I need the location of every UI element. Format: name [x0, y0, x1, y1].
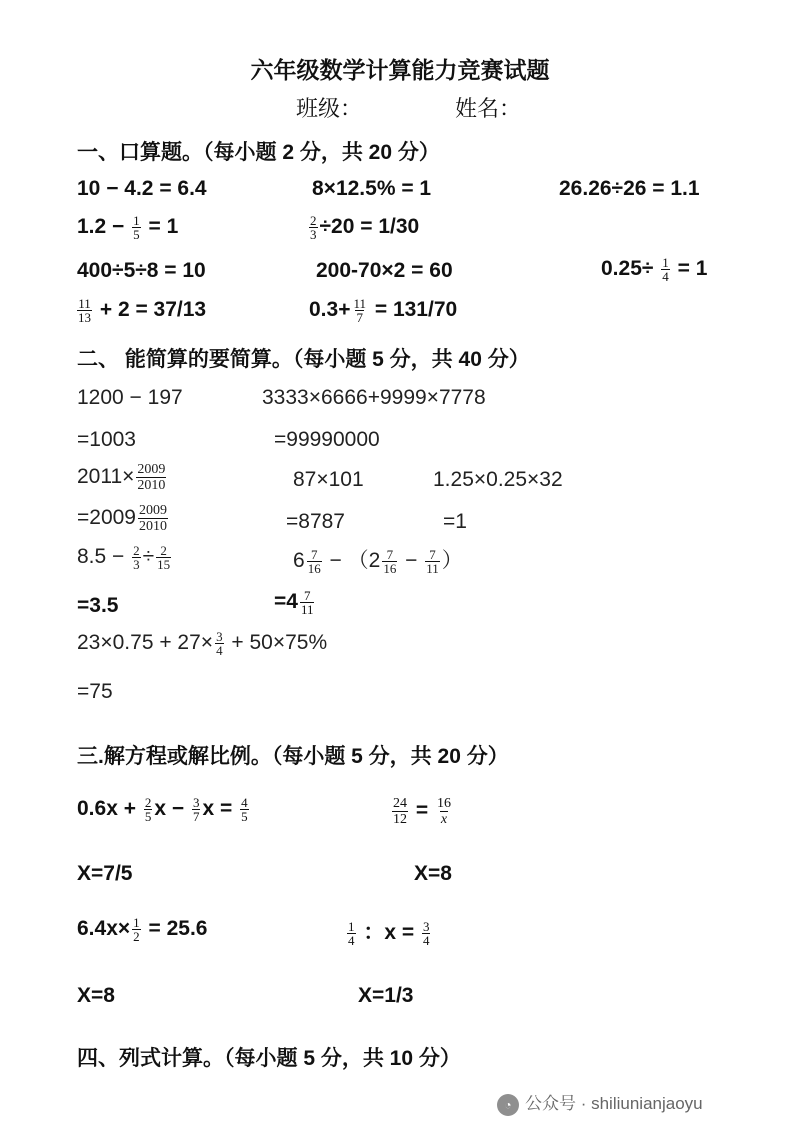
q1-item: 26.26÷26 = 1.1	[559, 177, 700, 200]
q1-item: 8×12.5% = 1	[312, 177, 432, 200]
q2-answer: =1	[443, 510, 467, 533]
name-label: 姓名：	[455, 96, 522, 121]
fraction: $\frac{2}{5}$	[144, 795, 152, 824]
class-label: 班级：	[296, 96, 363, 121]
fraction: $\frac{2}{15}$	[157, 543, 171, 572]
fraction: $\frac{7}{11}$	[300, 588, 314, 617]
fraction: $\frac{2}{3}$	[133, 543, 140, 572]
equation: 6.4x× $\frac{1}{2}$ = 25.6	[77, 915, 208, 944]
q1-item: 0.3+ $\frac{11}{7}$ = 131/70	[309, 296, 458, 325]
section-4-heading: 四、列式计算。（每小题 5 分，共 10 分）	[77, 1047, 461, 1070]
fraction: $\frac{3}{4}$	[216, 629, 223, 658]
q2-problem: 3333×6666+9999×7778	[262, 386, 486, 409]
fraction: $\frac{2009}{2010}$	[137, 462, 166, 493]
fraction: $\frac{1}{2}$	[133, 915, 140, 944]
q2-problem: 1.25×0.25×32	[433, 468, 563, 491]
fraction: $\frac{3}{4}$	[422, 918, 430, 948]
fraction: $\frac{7}{16}$	[307, 546, 321, 576]
fraction: $\frac{2009}{2010}$	[138, 503, 167, 534]
q2-answer: =8787	[286, 510, 345, 533]
equation-answer: X=8	[77, 984, 115, 1007]
q2-answer: =4 $\frac{7}{11}$	[274, 588, 314, 617]
fraction: $\frac{1}{4}$	[348, 918, 355, 948]
fraction: $\frac{3}{7}$	[192, 795, 200, 824]
q2-problem: 1200 − 197	[77, 386, 183, 409]
section-2-heading: 二、 能简算的要简算。（每小题 5 分，共 40 分）	[77, 348, 530, 371]
q2-answer: =75	[77, 680, 113, 703]
watermark	[497, 1089, 703, 1116]
watermark-text: 公众号 · shiliunianjaoyu	[525, 1094, 703, 1113]
wechat-official-account-icon: ◔	[497, 1094, 519, 1116]
q2-answer: =99990000	[274, 428, 380, 451]
equation-answer: X=7/5	[77, 862, 133, 885]
q1-item: $\frac{11}{13}$ + 2 = 37/13	[78, 296, 207, 325]
fraction: $\frac{2}{3}$	[310, 213, 317, 242]
q2-answer: =1003	[77, 428, 136, 451]
equation-answer: X=8	[414, 862, 452, 885]
equation-answer: X=1/3	[358, 984, 414, 1007]
q1-item: $\frac{2}{3}$ ÷20 = 1/30	[310, 213, 420, 242]
fraction: $\frac{1}{5}$	[133, 213, 140, 242]
section-3-heading: 三.解方程或解比例。（每小题 5 分，共 20 分）	[77, 745, 509, 768]
q1-item: 0.25÷ $\frac{1}{4}$ = 1	[601, 255, 708, 284]
equation: $\frac{1}{4}$ ：x = $\frac{3}{4}$	[348, 918, 430, 948]
q1-item: 200-70×2 = 60	[316, 259, 453, 282]
q2-problem: 23×0.75 + 27× $\frac{3}{4}$ + 50×75%	[77, 629, 328, 658]
fraction: $\frac{24}{12}$	[393, 796, 407, 827]
q2-problem: 6 $\frac{7}{16}$ − （2 $\frac{7}{16}$ − $\frac{7}{11}$ ）	[293, 546, 463, 576]
q1-item: 1.2 − $\frac{1}{5}$ = 1	[77, 213, 179, 242]
fraction: $\frac{16}{x}$	[436, 796, 451, 827]
equation: $\frac{24}{12}$ = $\frac{16}{x}$	[393, 796, 451, 827]
page-title: 六年级数学计算能力竞赛试题	[250, 57, 550, 83]
q1-item: 10 − 4.2 = 6.4	[77, 177, 207, 200]
fraction: $\frac{11}{13}$	[78, 296, 91, 325]
q2-answer: =2009 $\frac{2009}{2010}$	[77, 503, 167, 534]
fraction: $\frac{7}{11}$	[426, 546, 439, 576]
q2-answer: =3.5	[77, 594, 119, 617]
equation: 0.6x + $\frac{2}{5}$ x − $\frac{3}{7}$ x = $\frac{4}{5}$	[77, 795, 248, 824]
section-1-heading: 一、口算题。（每小题 2 分，共 20 分）	[77, 141, 440, 164]
q2-problem: 8.5 − $\frac{2}{3}$ ÷ $\frac{2}{15}$	[77, 543, 171, 572]
q2-problem: 87×101	[293, 468, 364, 491]
q1-item: 400÷5÷8 = 10	[77, 259, 206, 282]
fraction: $\frac{11}{7}$	[353, 296, 366, 325]
q2-problem: 2011× $\frac{2009}{2010}$	[77, 462, 166, 493]
fraction: $\frac{1}{4}$	[662, 255, 669, 284]
fraction: $\frac{4}{5}$	[241, 795, 248, 824]
fraction: $\frac{7}{16}$	[383, 546, 397, 576]
